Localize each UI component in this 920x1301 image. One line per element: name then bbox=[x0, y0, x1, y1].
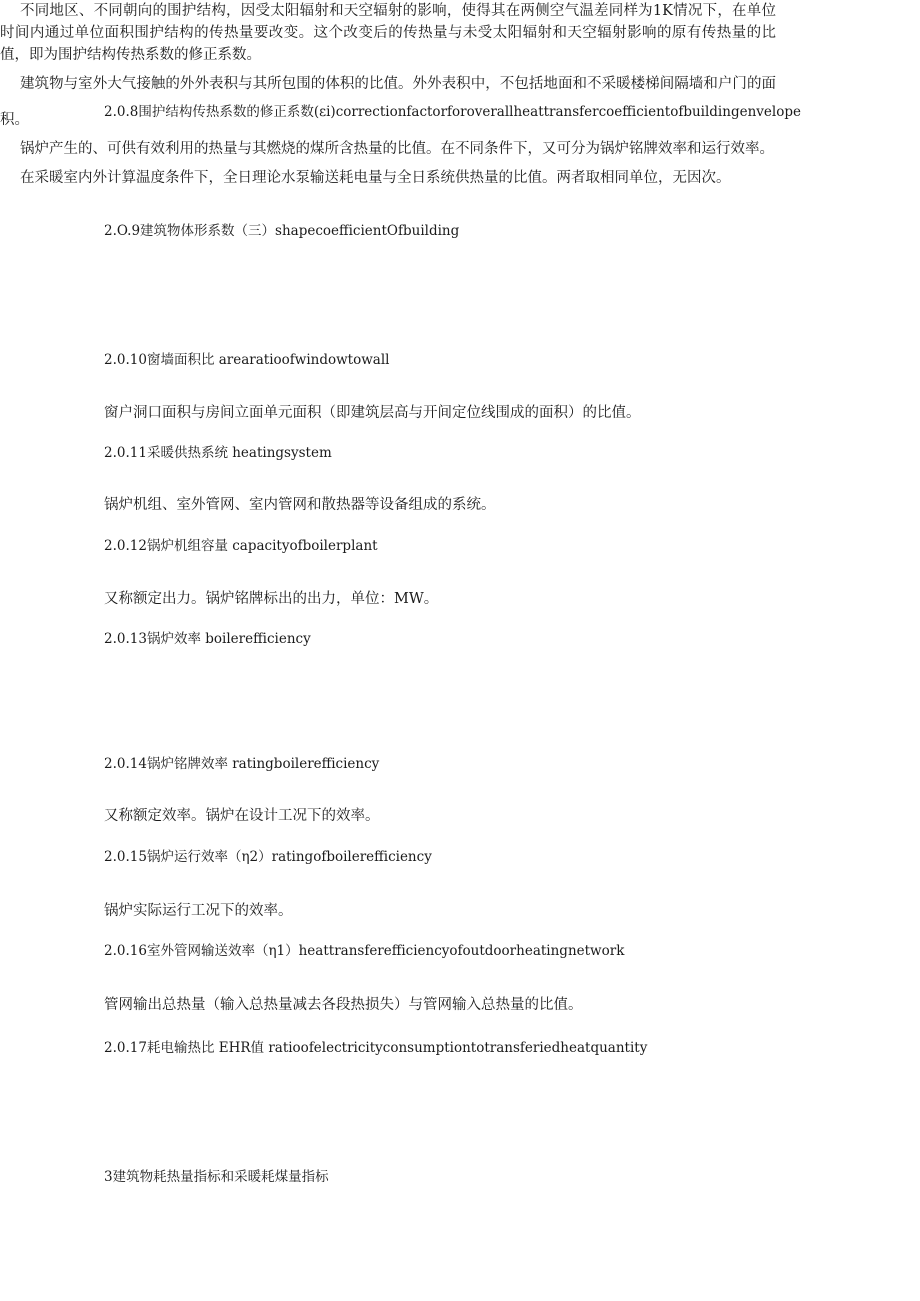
section-heading-2-0-8: 2.0.8围护结构传热系数的修正系数(εi)correctionfactorforoverallheattransfercoefficientofbuildingenvelope bbox=[104, 104, 801, 120]
section-heading-2-0-10: 2.0.10窗墙面积比 arearatioofwindowtowall bbox=[104, 352, 390, 368]
section-body-2-0-8: 不同地区、不同朝向的围护结构，因受太阳辐射和天空辐射的影响，使得其在两侧空气温差同样为1K情况下，在单位时间内通过单位面积围护结构的传热量要改变。这个改变后的传热量与未受太阳辐射和天空辐射影响的原有传热量的比值，即为围护结构传热系数的修正系数。 bbox=[0, 3, 776, 63]
section-body-2-0-10: 窗户洞口面积与房间立面单元面积（即建筑层高与开间定位线围成的面积）的比值。 bbox=[104, 405, 641, 421]
section-heading-2-0-11: 2.0.11采暖供热系统 heatingsystem bbox=[104, 445, 332, 461]
section-body-2-0-9: 建筑物与室外大气接触的外外表积与其所包围的体积的比值。外外表积中，不包括地面和不采暖楼梯间隔墙和户门的面积。 bbox=[0, 76, 776, 128]
section-heading-2-0-9: 2.O.9建筑物体形系数（三）shapecoefficientOfbuilding bbox=[104, 223, 460, 239]
section-heading-2-0-12: 2.0.12锅炉机组容量 capacityofboilerplant bbox=[104, 538, 378, 554]
section-heading-2-0-16: 2.0.16室外管网输送效率（η1）heattransferefficiencyofoutdoorheatingnetwork bbox=[104, 943, 625, 959]
section-body-2-0-13: 锅炉产生的、可供有效利用的热量与其燃烧的煤所含热量的比值。在不同条件下，又可分为锅炉铭牌效率和运行效率。 bbox=[20, 141, 774, 157]
section-body-2-0-14: 又称额定效率。锅炉在设计工况下的效率。 bbox=[104, 808, 380, 824]
section-body-2-0-11: 锅炉机组、室外管网、室内管网和散热器等设备组成的系统。 bbox=[104, 497, 496, 513]
chapter-heading-3: 3建筑物耗热量指标和采暖耗煤量指标 bbox=[104, 1169, 329, 1185]
section-heading-2-0-15: 2.0.15锅炉运行效率（η2）ratingofboilerefficiency bbox=[104, 849, 432, 865]
section-heading-2-0-14: 2.0.14锅炉铭牌效率 ratingboilerefficiency bbox=[104, 756, 380, 772]
section-body-2-0-16: 管网输出总热量（输入总热量减去各段热损失）与管网输入总热量的比值。 bbox=[104, 997, 583, 1013]
section-body-2-0-12: 又称额定出力。锅炉铭牌标出的出力，单位：MW。 bbox=[104, 591, 439, 607]
section-body-2-0-17: 在采暖室内外计算温度条件下，全日理论水泵输送耗电量与全日系统供热量的比值。两者取相同单位，无因次。 bbox=[20, 170, 731, 186]
section-heading-2-0-17: 2.0.17耗电输热比 EHR值 ratioofelectricityconsumptiontotransferiedheatquantity bbox=[104, 1040, 648, 1056]
section-heading-2-0-13: 2.0.13锅炉效率 boilerefficiency bbox=[104, 631, 311, 647]
section-body-2-0-15: 锅炉实际运行工况下的效率。 bbox=[104, 903, 293, 919]
